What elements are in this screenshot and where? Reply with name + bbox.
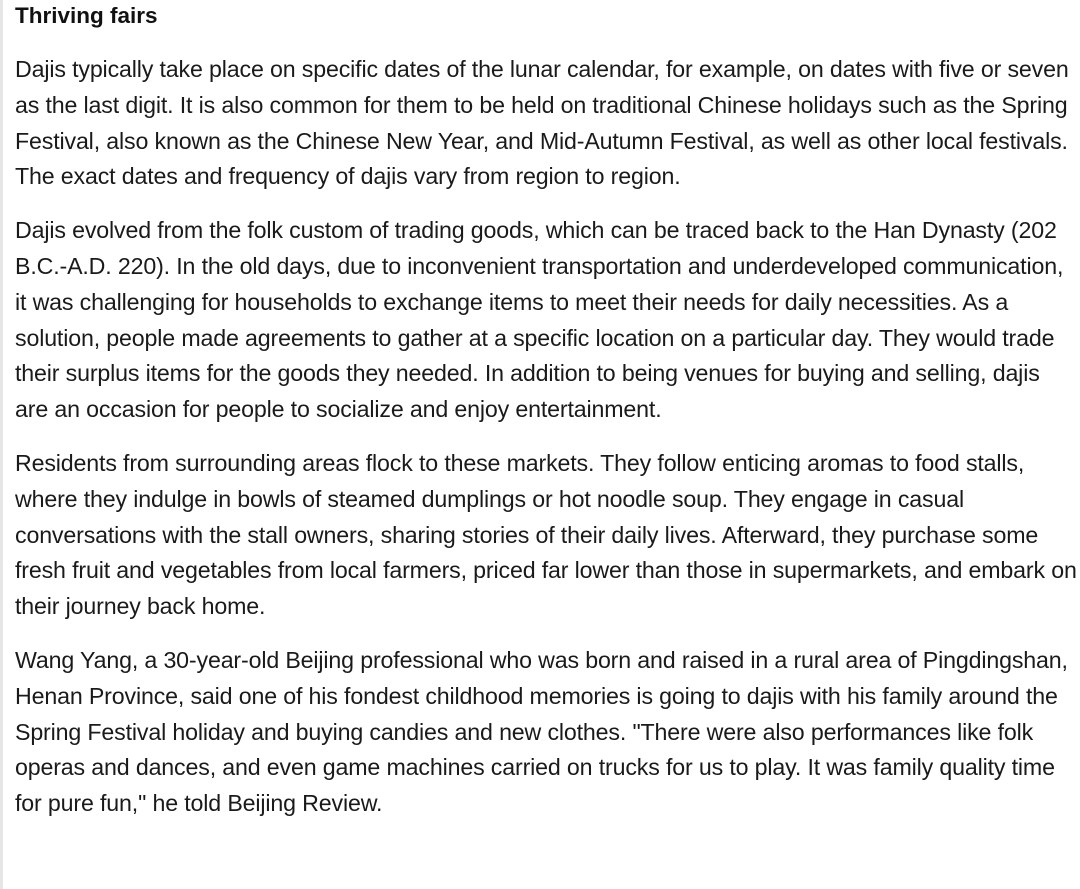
paragraph-wang-yang-quote: Wang Yang, a 30-year-old Beijing professional who was born and raised in a rural area of Pingdingshan, Henan Province, said one of his fondest childhood memories is going to dajis with his family around the Spring Festival holiday and buying candies and new clothes. "There were also performances like folk operas and dances, and even game machines carried on trucks for us to play. It was family quality time for pure fun," he told Beijing Review. [15, 646, 1068, 817]
left-border [0, 0, 3, 889]
paragraph-market-visit: Residents from surrounding areas flock to these markets. They follow enticing aromas to food stalls, where they indulge in bowls of steamed dumplings or hot noodle soup. They engage in casual conversations with the stall owners, sharing stories of their daily lives. Afterward, they purchase some fresh fruit and vegetables from local farmers, priced far lower than those in supermarkets, and embark on their journey back home. [15, 449, 1077, 620]
article-body [15, 0, 1077, 822]
paragraph-history: Dajis evolved from the folk custom of trading goods, which can be traced back to the Han Dynasty (202 B.C.-A.D. 220). In the old days, due to inconvenient transportation and underdeveloped communication, it was challenging for households to exchange items to meet their needs for daily necessities. As a solution, people made agreements to gather at a specific location on a particular day. They would trade their surplus items for the goods they needed. In addition to being venues for buying and selling, dajis are an occasion for people to socialize and enjoy entertainment. [15, 217, 1064, 423]
paragraph-lunar-dates: Dajis typically take place on specific dates of the lunar calendar, for example, on dates with five or seven as the last digit. It is also common for them to be held on traditional Chinese holidays such as the Spring Festival, also known as the Chinese New Year, and Mid-Autumn Festival, as well as other local festivals. The exact dates and frequency of dajis vary from region to region. [15, 56, 1069, 190]
section-heading: Thriving fairs [15, 3, 158, 28]
